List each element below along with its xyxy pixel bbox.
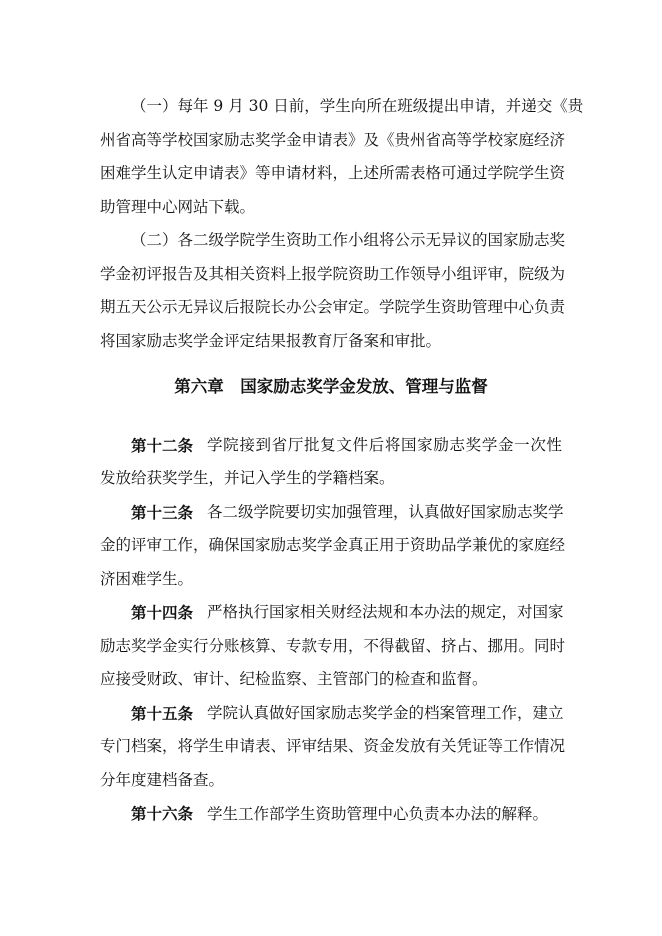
article bbox=[100, 429, 562, 496]
article-label: 第十二条 bbox=[131, 435, 194, 455]
text-line: （一）每年 9 月 30 日前，学生向所在班级提出申请，并递交《贵 bbox=[131, 97, 584, 115]
article-text: 严格执行国家相关财经法规和本办法的规定，对国家 bbox=[207, 603, 564, 621]
text-line: 助管理中心网站下载。 bbox=[100, 197, 256, 216]
chapter-heading: 第六章 国家励志奖学金发放、管理与监督 bbox=[174, 377, 488, 396]
articles bbox=[100, 429, 566, 831]
text-line: 州省高等学校国家励志奖学金申请表》及《贵州省高等学校家庭经济 bbox=[100, 130, 566, 149]
text-line bbox=[100, 429, 562, 463]
article bbox=[100, 496, 566, 597]
text-line bbox=[100, 697, 562, 731]
article-text: 各二级学院要切实加强管理，认真做好国家励志奖学 bbox=[207, 502, 564, 521]
article-text: 学院接到省厅批复文件后将国家励志奖学金一次性 bbox=[207, 435, 562, 454]
article bbox=[100, 797, 562, 831]
text-line: 分年度建档备查。 bbox=[100, 770, 225, 789]
text-line bbox=[100, 596, 562, 630]
text-line: 济困难学生。 bbox=[100, 569, 194, 588]
text-line: 专门档案，将学生申请表、评审结果、资金发放有关凭证等工作情况 bbox=[100, 737, 566, 755]
paragraph-1 bbox=[100, 90, 584, 224]
article-label: 第十五条 bbox=[131, 703, 194, 723]
text-line: 金的评审工作，确保国家励志奖学金真正用于资助品学兼优的家庭经 bbox=[100, 536, 566, 554]
text-line: 励志奖学金实行分账核算、专款专用，不得截留、挤占、挪用。同时 bbox=[100, 636, 566, 655]
article-label: 第十六条 bbox=[131, 804, 194, 823]
text-line: （二）各二级学院学生资助工作小组将公示无异议的国家励志奖 bbox=[131, 231, 566, 249]
article-label: 第十三条 bbox=[131, 502, 194, 522]
paragraph-2 bbox=[100, 224, 566, 358]
text-line: 将国家励志奖学金评定结果报教育厅备案和审批。 bbox=[100, 331, 442, 350]
text-line: 学金初评报告及其相关资料上报学院资助工作领导小组评审，院级为 bbox=[100, 264, 566, 283]
article bbox=[100, 596, 566, 697]
article bbox=[100, 697, 566, 798]
text-line: 应接受财政、审计、纪检监察、主管部门的检查和监督。 bbox=[100, 670, 488, 688]
text-line: 困难学生认定申请表》等申请材料，上述所需表格可通过学院学生资 bbox=[100, 164, 566, 182]
article-text: 学院认真做好国家励志奖学金的档案管理工作，建立 bbox=[207, 703, 564, 722]
article-label: 第十四条 bbox=[131, 603, 194, 622]
document-page bbox=[100, 90, 584, 831]
text-line: 期五天公示无异议后报院长办公会审定。学院学生资助管理中心负责 bbox=[100, 298, 566, 316]
text-line bbox=[100, 797, 562, 831]
text-line: 发放给获奖学生，并记入学生的学籍档案。 bbox=[100, 469, 395, 487]
article-text: 学生工作部学生资助管理中心负责本办法的解释。 bbox=[207, 805, 549, 823]
text-line bbox=[100, 496, 562, 530]
